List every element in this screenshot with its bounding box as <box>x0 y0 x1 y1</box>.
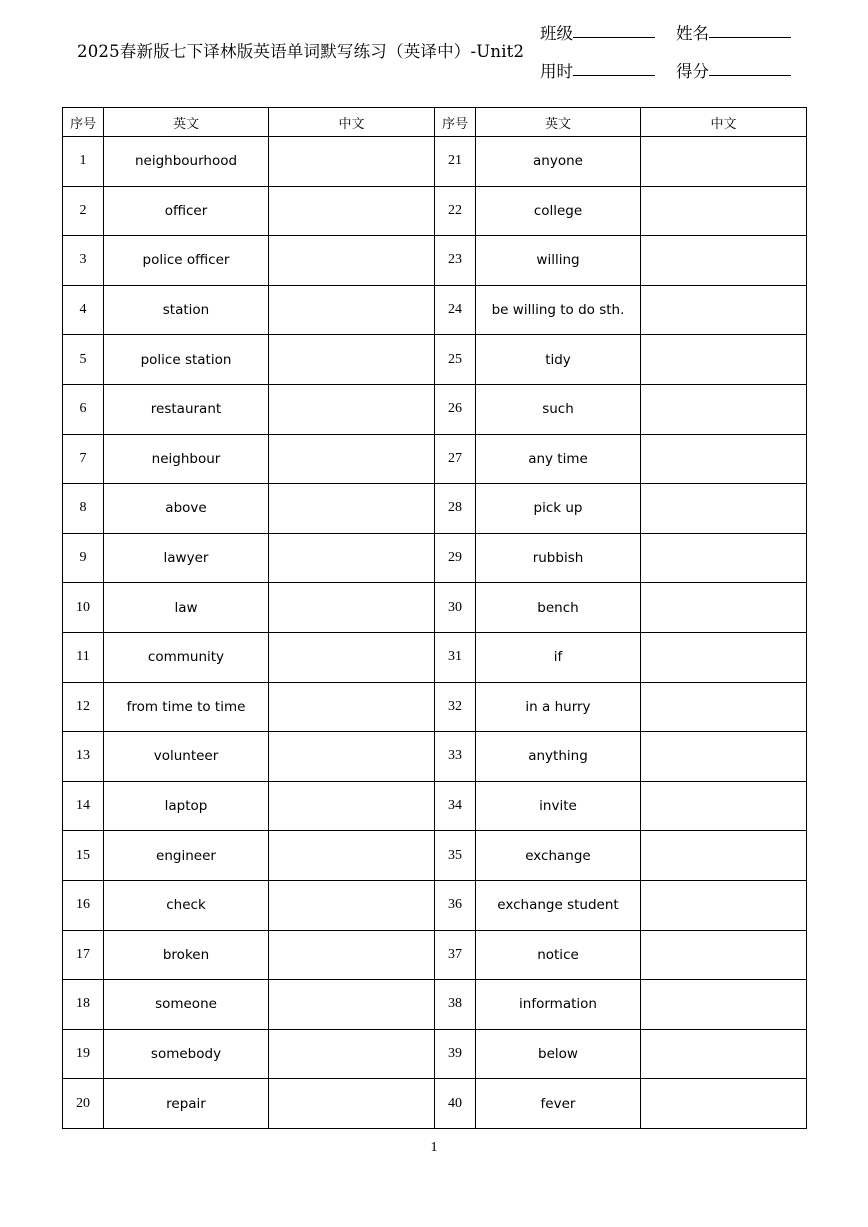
chinese-answer-cell[interactable] <box>641 335 807 385</box>
english-word: below <box>476 1029 641 1079</box>
english-word: information <box>476 980 641 1030</box>
item-number: 33 <box>435 732 476 782</box>
table-row <box>63 1079 807 1129</box>
english-word: station <box>104 285 269 335</box>
header-english-right: 英文 <box>476 108 641 137</box>
chinese-answer-cell[interactable] <box>269 831 435 881</box>
english-word: fever <box>476 1079 641 1129</box>
chinese-answer-cell[interactable] <box>269 632 435 682</box>
header-chinese-left: 中文 <box>269 108 435 137</box>
table-row <box>63 236 807 286</box>
score-field <box>676 58 791 82</box>
chinese-answer-cell[interactable] <box>269 880 435 930</box>
table-row <box>63 930 807 980</box>
item-number: 7 <box>63 434 104 484</box>
english-word: anything <box>476 732 641 782</box>
score-label: 得分 <box>676 62 709 81</box>
name-blank[interactable] <box>709 36 791 38</box>
chinese-answer-cell[interactable] <box>641 384 807 434</box>
english-word: pick up <box>476 484 641 534</box>
chinese-answer-cell[interactable] <box>641 434 807 484</box>
chinese-answer-cell[interactable] <box>269 236 435 286</box>
chinese-answer-cell[interactable] <box>641 484 807 534</box>
english-word: engineer <box>104 831 269 881</box>
name-label: 姓名 <box>676 24 709 43</box>
english-word: broken <box>104 930 269 980</box>
table-row <box>63 781 807 831</box>
english-word: police station <box>104 335 269 385</box>
item-number: 3 <box>63 236 104 286</box>
item-number: 34 <box>435 781 476 831</box>
english-word: any time <box>476 434 641 484</box>
chinese-answer-cell[interactable] <box>641 781 807 831</box>
table-row <box>63 682 807 732</box>
english-word: check <box>104 880 269 930</box>
table-body <box>63 137 807 1129</box>
item-number: 39 <box>435 1029 476 1079</box>
chinese-answer-cell[interactable] <box>641 583 807 633</box>
chinese-answer-cell[interactable] <box>269 732 435 782</box>
chinese-answer-cell[interactable] <box>641 285 807 335</box>
chinese-answer-cell[interactable] <box>269 682 435 732</box>
header-english-left: 英文 <box>104 108 269 137</box>
english-word: if <box>476 632 641 682</box>
english-word: tidy <box>476 335 641 385</box>
table-row <box>63 831 807 881</box>
english-word: college <box>476 186 641 236</box>
english-word: laptop <box>104 781 269 831</box>
table-row <box>63 186 807 236</box>
chinese-answer-cell[interactable] <box>269 1029 435 1079</box>
english-word: in a hurry <box>476 682 641 732</box>
english-word: neighbour <box>104 434 269 484</box>
table-row <box>63 732 807 782</box>
english-word: police officer <box>104 236 269 286</box>
table-row <box>63 1029 807 1079</box>
english-word: somebody <box>104 1029 269 1079</box>
english-word: community <box>104 632 269 682</box>
item-number: 38 <box>435 980 476 1030</box>
item-number: 26 <box>435 384 476 434</box>
table-row <box>63 285 807 335</box>
item-number: 28 <box>435 484 476 534</box>
score-blank[interactable] <box>709 74 791 76</box>
english-word: restaurant <box>104 384 269 434</box>
chinese-answer-cell[interactable] <box>641 236 807 286</box>
item-number: 8 <box>63 484 104 534</box>
english-word: rubbish <box>476 533 641 583</box>
english-word: law <box>104 583 269 633</box>
chinese-answer-cell[interactable] <box>269 137 435 187</box>
page-title: 2025春新版七下译林版英语单词默写练习（英译中）-Unit2 <box>77 42 525 61</box>
chinese-answer-cell[interactable] <box>269 781 435 831</box>
item-number: 21 <box>435 137 476 187</box>
chinese-answer-cell[interactable] <box>269 434 435 484</box>
time-blank[interactable] <box>573 74 655 76</box>
english-word: exchange <box>476 831 641 881</box>
item-number: 10 <box>63 583 104 633</box>
item-number: 5 <box>63 335 104 385</box>
item-number: 11 <box>63 632 104 682</box>
item-number: 4 <box>63 285 104 335</box>
chinese-answer-cell[interactable] <box>641 682 807 732</box>
item-number: 6 <box>63 384 104 434</box>
item-number: 13 <box>63 732 104 782</box>
chinese-answer-cell[interactable] <box>269 583 435 633</box>
english-word: someone <box>104 980 269 1030</box>
english-word: invite <box>476 781 641 831</box>
item-number: 9 <box>63 533 104 583</box>
table-row <box>63 434 807 484</box>
chinese-answer-cell[interactable] <box>641 1079 807 1129</box>
item-number: 18 <box>63 980 104 1030</box>
item-number: 17 <box>63 930 104 980</box>
table-row <box>63 335 807 385</box>
item-number: 23 <box>435 236 476 286</box>
english-word: above <box>104 484 269 534</box>
item-number: 2 <box>63 186 104 236</box>
item-number: 31 <box>435 632 476 682</box>
item-number: 12 <box>63 682 104 732</box>
table-row <box>63 137 807 187</box>
time-label: 用时 <box>540 62 573 81</box>
name-field <box>676 20 791 44</box>
item-number: 29 <box>435 533 476 583</box>
english-word: be willing to do sth. <box>476 285 641 335</box>
english-word: anyone <box>476 137 641 187</box>
item-number: 14 <box>63 781 104 831</box>
chinese-answer-cell[interactable] <box>269 335 435 385</box>
chinese-answer-cell[interactable] <box>641 831 807 881</box>
chinese-answer-cell[interactable] <box>269 484 435 534</box>
item-number: 35 <box>435 831 476 881</box>
item-number: 32 <box>435 682 476 732</box>
chinese-answer-cell[interactable] <box>641 1029 807 1079</box>
item-number: 1 <box>63 137 104 187</box>
table-row <box>63 484 807 534</box>
english-word: notice <box>476 930 641 980</box>
table-row <box>63 583 807 633</box>
item-number: 25 <box>435 335 476 385</box>
english-word: exchange student <box>476 880 641 930</box>
english-word: such <box>476 384 641 434</box>
class-label: 班级 <box>540 24 573 43</box>
english-word: volunteer <box>104 732 269 782</box>
english-word: bench <box>476 583 641 633</box>
item-number: 27 <box>435 434 476 484</box>
english-word: lawyer <box>104 533 269 583</box>
english-word: from time to time <box>104 682 269 732</box>
english-word: repair <box>104 1079 269 1129</box>
table-row <box>63 880 807 930</box>
chinese-answer-cell[interactable] <box>269 930 435 980</box>
chinese-answer-cell[interactable] <box>641 632 807 682</box>
item-number: 40 <box>435 1079 476 1129</box>
table-row <box>63 384 807 434</box>
chinese-answer-cell[interactable] <box>269 980 435 1030</box>
chinese-answer-cell[interactable] <box>641 186 807 236</box>
time-field <box>540 58 655 82</box>
table-row <box>63 533 807 583</box>
item-number: 20 <box>63 1079 104 1129</box>
english-word: willing <box>476 236 641 286</box>
table-header-row <box>63 108 807 137</box>
header-chinese-right: 中文 <box>641 108 807 137</box>
english-word: officer <box>104 186 269 236</box>
chinese-answer-cell[interactable] <box>269 285 435 335</box>
table-row <box>63 980 807 1030</box>
item-number: 24 <box>435 285 476 335</box>
class-field <box>540 20 655 44</box>
chinese-answer-cell[interactable] <box>641 980 807 1030</box>
class-blank[interactable] <box>573 36 655 38</box>
table-row <box>63 632 807 682</box>
item-number: 22 <box>435 186 476 236</box>
chinese-answer-cell[interactable] <box>269 384 435 434</box>
header-number-left: 序号 <box>63 108 104 137</box>
vocabulary-table <box>62 107 807 1129</box>
item-number: 16 <box>63 880 104 930</box>
page-number: 1 <box>430 1140 438 1155</box>
header-number-right: 序号 <box>435 108 476 137</box>
chinese-answer-cell[interactable] <box>269 533 435 583</box>
item-number: 30 <box>435 583 476 633</box>
english-word: neighbourhood <box>104 137 269 187</box>
chinese-answer-cell[interactable] <box>641 930 807 980</box>
item-number: 19 <box>63 1029 104 1079</box>
chinese-answer-cell[interactable] <box>641 732 807 782</box>
item-number: 36 <box>435 880 476 930</box>
chinese-answer-cell[interactable] <box>269 186 435 236</box>
chinese-answer-cell[interactable] <box>641 137 807 187</box>
item-number: 37 <box>435 930 476 980</box>
chinese-answer-cell[interactable] <box>641 880 807 930</box>
chinese-answer-cell[interactable] <box>269 1079 435 1129</box>
item-number: 15 <box>63 831 104 881</box>
chinese-answer-cell[interactable] <box>641 533 807 583</box>
